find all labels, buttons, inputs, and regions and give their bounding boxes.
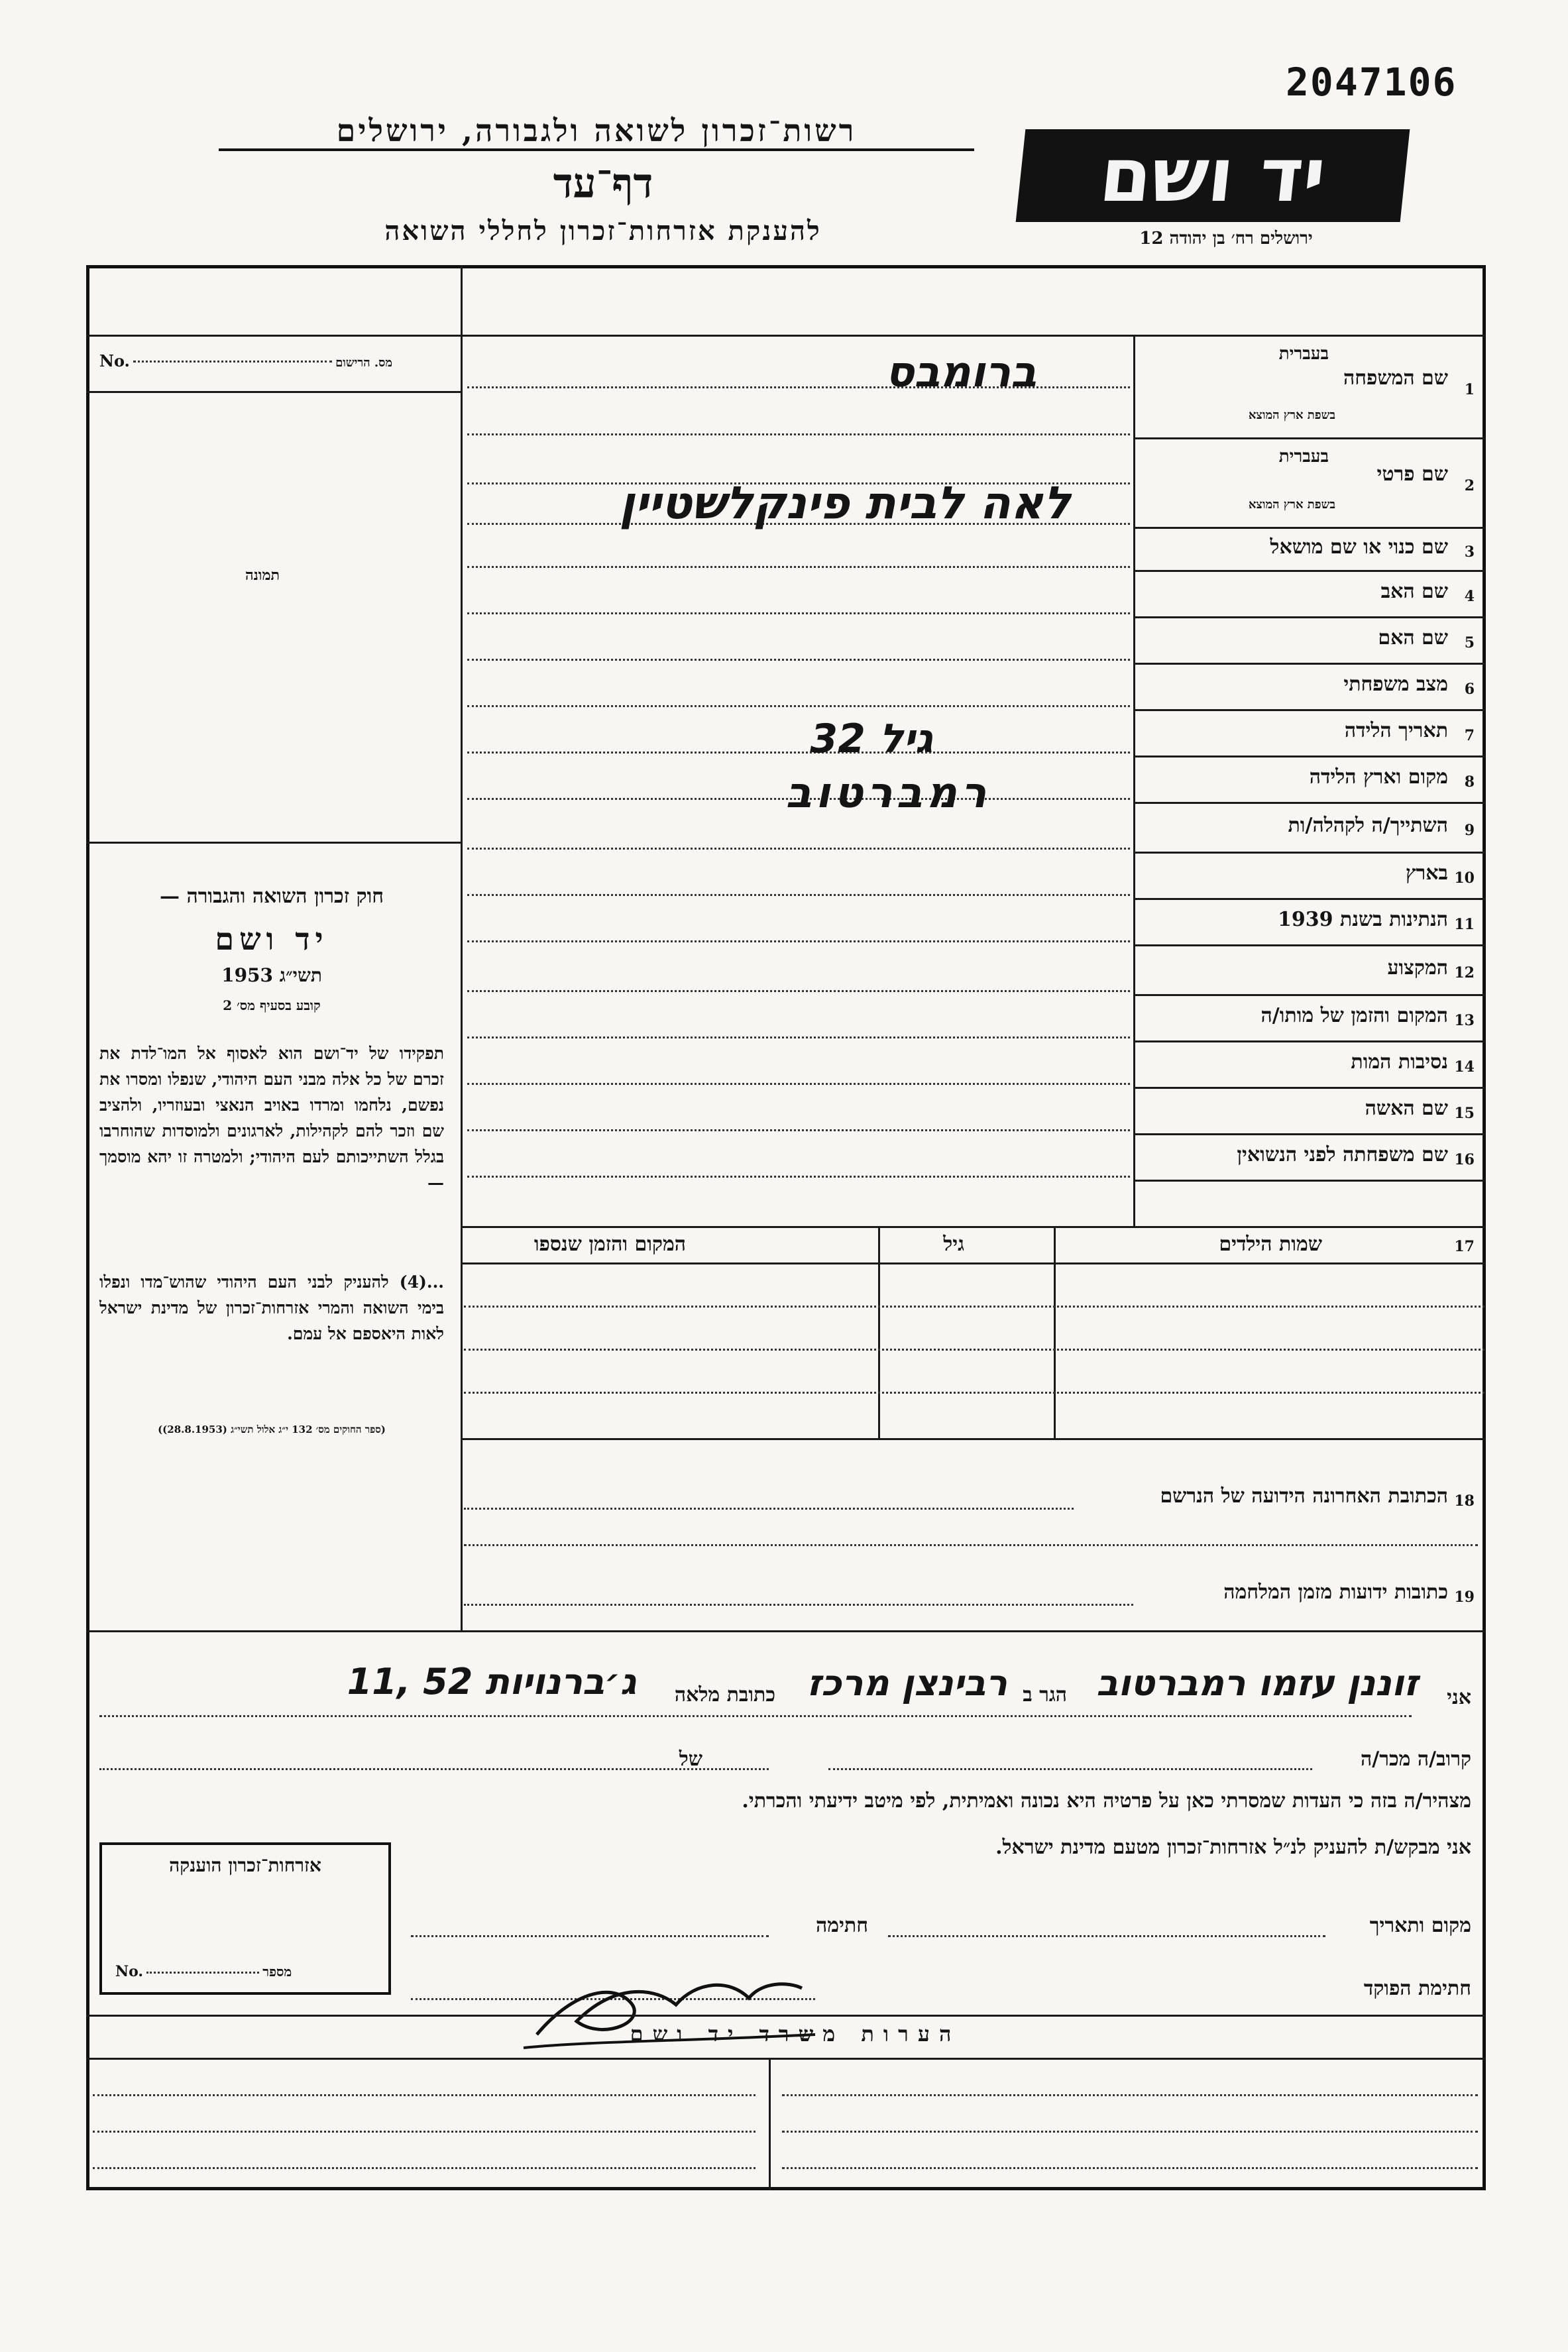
authority-heading: רשות־זכרון לשואה ולגבורה, ירושלים [219,113,974,151]
field-row-3 [464,527,1481,570]
first-name-value[interactable]: לאה לבית פינקלשטיין [619,477,1071,530]
city-value[interactable]: רבינצן מרכז [807,1662,1007,1704]
law-title: חוק זכרון השואה והגבורה — [160,885,384,908]
supervisor-signature-label: חתימת הפוקד [1363,1977,1471,2000]
field-number: 6 [1464,681,1475,698]
field-label: נסיבות המות [1351,1050,1448,1074]
family-name-value[interactable]: ברומבס [885,348,1037,397]
field-number: 8 [1464,773,1475,791]
declaration-line-1 [99,1661,1471,1716]
field-row-11 [464,898,1481,944]
address-label: כתובת מלאה [674,1683,775,1707]
children-place-header: המקום והזמן שנספו [533,1233,686,1256]
field-number: 12 [1454,964,1475,981]
field-number: 7 [1464,727,1475,744]
field-19-number: 19 [1454,1589,1475,1606]
field-number: 15 [1454,1105,1475,1122]
yad-vashem-logo [1016,129,1410,222]
field-number: 11 [1454,916,1475,933]
field-row-16 [464,1133,1481,1180]
registration-number [99,351,451,370]
field-row-5 [464,616,1481,663]
law-name: יד ושם [215,921,329,957]
field-number: 2 [1464,476,1475,494]
reg-no-hebrew: מס. הרישום [335,356,393,370]
field-19-label: כתובות ידועות מזמן המלחמה [1223,1581,1448,1604]
relative-label: קרוב/ה מכר/ה [1361,1748,1471,1771]
field-label: מצב משפחתי [1343,673,1448,696]
children-age-header: גיל [943,1233,964,1256]
field-18-label: הכתובת האחרונה הידועה של הנרשם [1160,1484,1448,1508]
field-17-number: 17 [1454,1238,1475,1255]
resides-label: הגר ב [1023,1683,1067,1707]
field-sub-origin: בשפת ארץ המוצא [1248,408,1335,422]
law-year: תשי״ג 1953 [221,964,322,986]
declaration-line-2 [99,1740,1471,1779]
field-label: המקצוע [1387,956,1448,980]
field-label: שם משפחתה לפני הנשואין [1237,1143,1448,1166]
field-label: תאריך הלידה [1344,719,1448,742]
field-label: שם המשפחה [1343,366,1448,390]
field-row-12 [464,944,1481,994]
field-label: שם פרטי [1376,462,1448,486]
field-number: 13 [1454,1012,1475,1029]
birth-place-value[interactable]: רמברטוב [785,769,991,818]
field-label: הנתינות בשנת 1939 [1277,908,1448,931]
children-header [464,1233,1481,1259]
form-subtitle: להענקת אזרחות־זכרון לחללי השואה [384,215,822,247]
field-number: 4 [1464,588,1475,605]
address-line: ירושלים רח׳ בן יהודה 12 [1139,229,1313,249]
field-label: שם האשה [1365,1097,1448,1120]
law-clause: קובע בסעיף מס׳ 2 [223,997,321,1013]
statement-2: אני מבקש/ת להעניק לנ״ל אזרחות־זכרון מטעם מדינת ישראל. [995,1836,1471,1859]
field-label: בארץ [1405,862,1448,885]
field-label: שם כנוי או שם מושאל [1270,535,1448,559]
reg-no-label: No. [99,351,130,370]
field-label: שם האם [1378,626,1448,649]
field-number: 14 [1454,1058,1475,1076]
field-sub-origin: בשפת ארץ המוצא [1248,498,1335,512]
law-text: תפקידו של יד־ושם הוא לאסוף אל המו־לדת את זכרם של כל אלה מבני העם היהודי, שנפלו ומסרו את נפשם, נלחמו ומרדו באויב הנאצי ובעוזריו, ולהציב שם וזכר להם לקהילות, לארגונים ולמוסדות שהוחרבו בגלל השתייכותם לעם היהודי; ולמטרה זו יהא מוסמך — [99,1044,444,1192]
field-row-4 [464,570,1481,616]
field-sub-hebrew: בעברית [1278,447,1329,467]
field-row-15 [464,1087,1481,1133]
place-date-label: מקום ותאריך [1369,1914,1471,1937]
field-number: 9 [1464,821,1475,839]
citizenship-box-title: אזרחות־זכרון הוענקה [169,1854,321,1876]
citizenship-number-label: מספר [262,1964,292,1980]
field-row-6 [464,663,1481,709]
signature-label: חתימה [816,1914,868,1937]
field-18-number: 18 [1454,1492,1475,1510]
address-value[interactable]: ג׳ברנויות 52 ,11 [347,1661,636,1703]
law-text-clause-4: ...(4) להעניק לבני העם היהודי שהוש־מדו ונפלו בימי השואה והמרי אזרחות־זכרון של מדינת ישראל לאות היאספם אל עמם. [99,1272,444,1343]
field-number: 3 [1464,543,1475,561]
law-reference: (ספר החוקים מס׳ 132 י״ג אלול תשי״ג (28.8.1953)) [158,1424,386,1435]
field-label: מקום וארץ הלידה [1309,765,1448,789]
field-number: 10 [1454,869,1475,887]
field-row-13 [464,994,1481,1040]
field-label: השתייך/ה לקהלה/ות [1288,813,1448,837]
field-number: 5 [1464,634,1475,651]
field-number: 1 [1464,380,1475,398]
of-label: של [679,1748,702,1771]
field-row-14 [464,1040,1481,1087]
children-names-header: שמות הילדים [1219,1233,1322,1256]
office-notes-title: הערות משרד יד ושם [630,2021,961,2046]
document-number: 2047106 [1286,60,1457,105]
photo-label: תמונה [245,567,280,584]
form-title: דף־עד [553,159,653,207]
citizenship-box [99,1842,391,1995]
field-number: 16 [1454,1151,1475,1168]
citizenship-no-label: No. [115,1963,144,1980]
field-row-10 [464,852,1481,898]
ani-label: אני [1447,1686,1471,1709]
declarant-name-value[interactable]: זוננן עזמו רמברטוב [1096,1662,1418,1704]
field-label: המקום והזמן של מותו/ה [1260,1004,1448,1027]
field-label: שם האב [1380,580,1448,603]
logo-text: יד ושם [1095,133,1330,219]
field-sub-hebrew: בעברית [1278,344,1329,364]
birth-date-value[interactable]: גיל 32 [810,716,933,762]
statement-1: מצהיר/ה בזה כי העדות שמסרתי כאן על פרטיה היא נכונה ואמיתית, לפי מיטב ידיעתי והכרתי. [742,1789,1471,1813]
